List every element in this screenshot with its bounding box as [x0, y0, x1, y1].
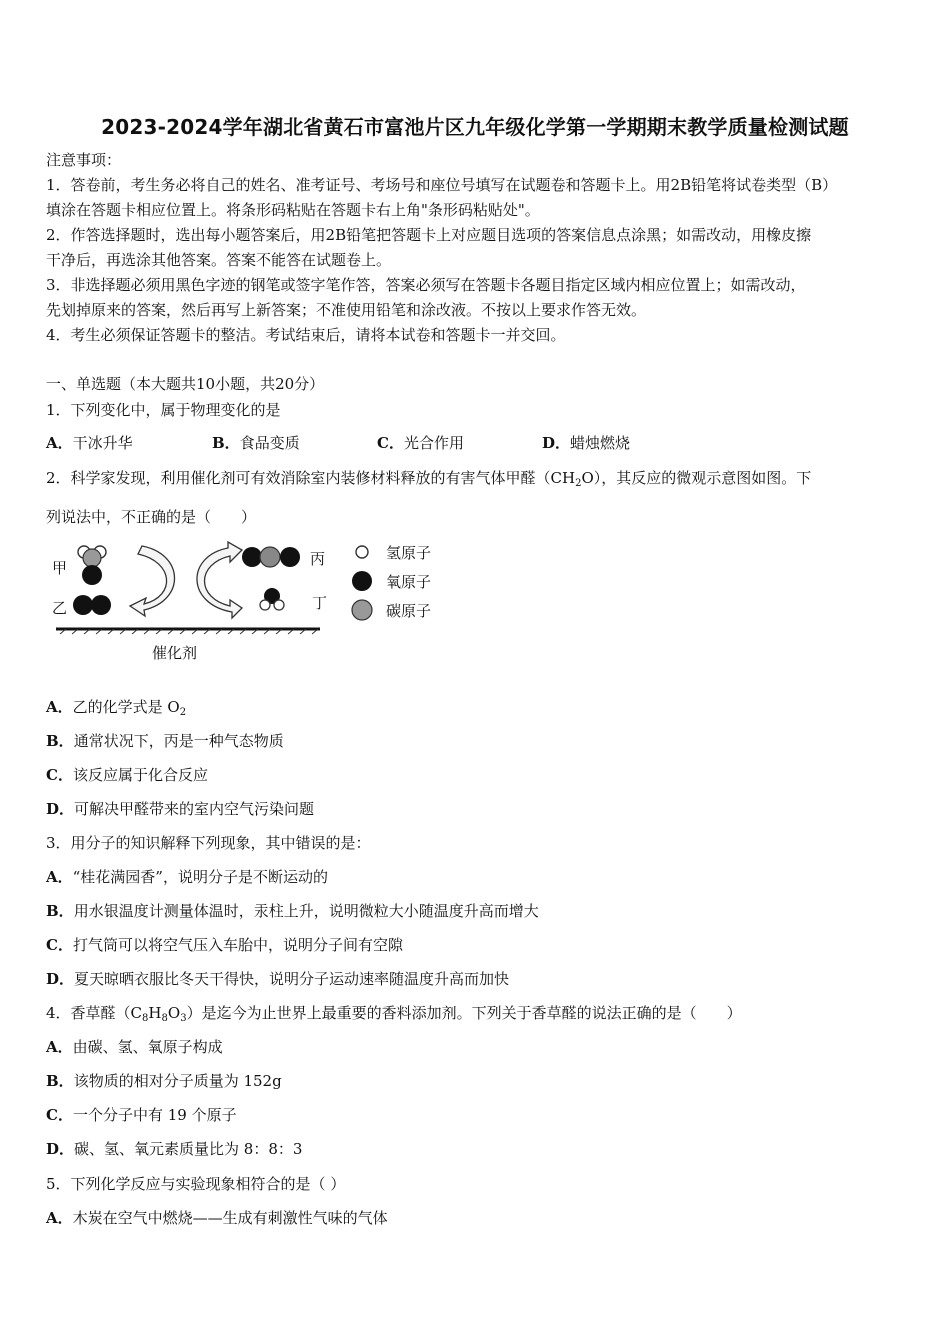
option-label: B．	[46, 902, 74, 920]
option-text: 通常状况下，丙是一种气态物质	[73, 732, 284, 750]
option-text: 乙的化学式是 O	[72, 698, 180, 716]
label-yi: 乙	[52, 599, 68, 617]
option-text: 可解决甲醛带来的室内空气污染问题	[74, 800, 315, 818]
option-text: 该反应属于化合反应	[72, 766, 208, 784]
page-title: 2023-2024学年湖北省黄石市富池片区九年级化学第一学期期末教学质量检测试题	[101, 115, 849, 139]
stem-part: 4．香草醛（C	[46, 1004, 143, 1022]
stem-part: O），其反应的微观示意图如图。下	[581, 469, 812, 487]
q1-option-a[interactable]	[46, 432, 133, 454]
legend-oxygen-label: 氧原子	[386, 573, 432, 591]
label-bing: 丙	[310, 550, 326, 568]
legend-hydrogen-label: 氢原子	[386, 544, 432, 562]
question-4-stem	[46, 1001, 908, 1031]
q4-option-d[interactable]	[46, 1138, 302, 1160]
option-label: C．	[377, 434, 404, 452]
option-label: D．	[46, 1140, 75, 1158]
legend-carbon-icon	[352, 600, 372, 620]
q1-option-b[interactable]	[212, 432, 300, 454]
q3-option-b[interactable]	[46, 900, 539, 922]
subscript: 8	[142, 1013, 149, 1024]
option-label: B．	[46, 732, 74, 750]
option-label: B．	[46, 1072, 74, 1090]
legend-carbon-label: 碳原子	[386, 602, 432, 620]
carbon-atom	[260, 547, 280, 567]
option-label: C．	[46, 936, 73, 954]
option-text: 碳、氢、氧元素质量比为 8：8：3	[74, 1140, 303, 1158]
option-text: 由碳、氢、氧原子构成	[72, 1038, 223, 1056]
option-label: C．	[46, 766, 73, 784]
label-ding: 丁	[312, 594, 328, 612]
option-text: 一个分子中有 19 个原子	[72, 1106, 237, 1124]
option-text: 该物质的相对分子质量为 152g	[73, 1072, 282, 1090]
option-text: 食品变质	[239, 434, 300, 452]
question-1-stem: 1．下列变化中，属于物理变化的是	[46, 401, 281, 419]
section-heading: 一、单选题（本大题共10小题，共20分）	[46, 375, 325, 393]
notice-line: 1．答卷前，考生务必将自己的姓名、准考证号、考场号和座位号填写在试题卷和答题卡上。用2B铅笔将试卷类型（B）	[46, 176, 838, 194]
q2-option-d[interactable]	[46, 798, 314, 820]
oxygen-atom	[280, 547, 300, 567]
carbon-atom	[83, 549, 101, 567]
oxygen-atom	[73, 595, 93, 615]
stem-part: H	[148, 1004, 162, 1022]
legend-hydrogen-icon	[356, 546, 368, 558]
option-text: 夏天晾晒衣服比冬天干得快，说明分子运动速率随温度升高而加快	[74, 970, 510, 988]
option-text: “桂花满园香”，说明分子是不断运动的	[72, 868, 328, 886]
notice-line: 2．作答选择题时，选出每小题答案后，用2B铅笔把答题卡上对应题目选项的答案信息点涂黑；如需改动，用橡皮擦	[46, 226, 812, 244]
subscript: 2	[575, 478, 582, 489]
q3-option-c[interactable]	[46, 934, 403, 956]
option-label: B．	[212, 434, 240, 452]
oxygen-atom	[82, 565, 102, 585]
q4-option-a[interactable]	[46, 1036, 223, 1058]
q4-option-c[interactable]	[46, 1104, 237, 1126]
option-text: 用水银温度计测量体温时，汞柱上升，说明微粒大小随温度升高而增大	[73, 902, 539, 920]
question-5-stem: 5．下列化学反应与实验现象相符合的是（ ）	[46, 1175, 346, 1193]
q2-option-a[interactable]	[46, 696, 186, 724]
oxygen-atom	[91, 595, 111, 615]
subscript: 8	[161, 1013, 168, 1024]
hydrogen-atom	[274, 600, 284, 610]
option-label: A．	[46, 698, 73, 716]
legend-oxygen-icon	[352, 571, 372, 591]
q2-option-b[interactable]	[46, 730, 284, 752]
option-label: A．	[46, 434, 73, 452]
curved-arrow-icon	[130, 546, 175, 616]
subscript: 3	[180, 1013, 187, 1024]
question-2-stem-cont: 列说法中，不正确的是（ ）	[46, 508, 257, 526]
option-label: D．	[46, 970, 75, 988]
q1-option-d[interactable]	[542, 432, 630, 454]
stem-part: ）是迄今为止世界上最重要的香料添加剂。下列关于香草醛的说法正确的是（ ）	[186, 1004, 742, 1022]
option-text: 干冰升华	[72, 434, 133, 452]
hydrogen-atom	[260, 600, 270, 610]
notice-heading: 注意事项：	[46, 151, 122, 169]
notice-line: 填涂在答题卡相应位置上。将条形码粘贴在答题卡右上角"条形码粘贴处"。	[46, 201, 540, 219]
stem-part: 2．科学家发现，利用催化剂可有效消除室内装修材料释放的有害气体甲醛（CH	[46, 469, 576, 487]
q2-option-c[interactable]	[46, 764, 208, 786]
oxygen-atom	[242, 547, 262, 567]
stem-part: O	[167, 1004, 181, 1022]
label-catalyst: 催化剂	[152, 644, 198, 662]
curved-arrow-icon	[197, 542, 242, 618]
label-jia: 甲	[52, 559, 68, 577]
option-text: 打气筒可以将空气压入车胎中，说明分子间有空隙	[72, 936, 403, 954]
option-label: D．	[542, 434, 571, 452]
q1-option-c[interactable]	[377, 432, 464, 454]
notice-line: 干净后，再选涂其他答案。答案不能答在试题卷上。	[46, 251, 392, 269]
option-label: C．	[46, 1106, 73, 1124]
notice-line: 3．非选择题必须用黑色字迹的钢笔或签字笔作答，答案必须写在答题卡各题目指定区域内相应位置上；如需改动，	[46, 276, 806, 294]
reaction-diagram	[46, 538, 456, 668]
question-2-stem	[46, 466, 908, 496]
option-text: 光合作用	[403, 434, 464, 452]
subscript: 2	[179, 707, 187, 718]
q3-option-d[interactable]	[46, 968, 509, 990]
notice-line: 4．考生必须保证答题卡的整洁。考试结束后，请将本试卷和答题卡一并交回。	[46, 326, 566, 344]
option-label: A．	[46, 1038, 73, 1056]
q3-option-a[interactable]	[46, 866, 328, 888]
q5-option-a[interactable]	[46, 1207, 388, 1229]
option-text: 木炭在空气中燃烧——生成有刺激性气味的气体	[72, 1209, 388, 1227]
notice-line: 先划掉原来的答案，然后再写上新答案；不准使用铅笔和涂改液。不按以上要求作答无效。	[46, 301, 647, 319]
q4-option-b[interactable]	[46, 1070, 282, 1092]
question-3-stem: 3．用分子的知识解释下列现象，其中错误的是：	[46, 834, 371, 852]
option-label: D．	[46, 800, 75, 818]
option-label: A．	[46, 1209, 73, 1227]
option-text: 蜡烛燃烧	[570, 434, 631, 452]
option-label: A．	[46, 868, 73, 886]
